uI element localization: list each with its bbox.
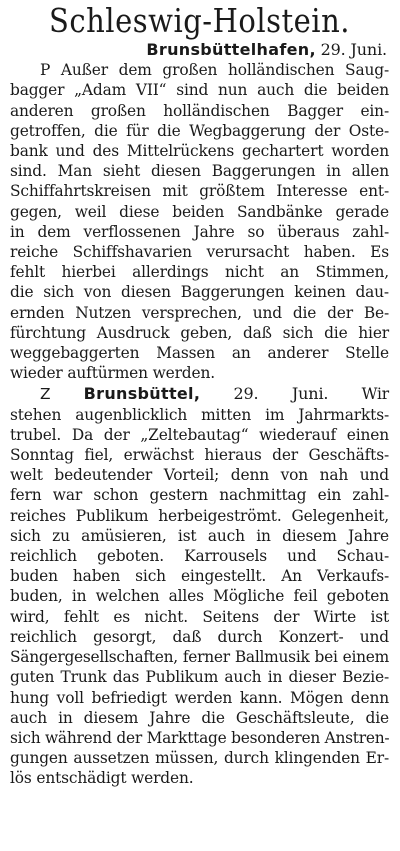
text-line: wird, fehlt es nicht. Seitens der Wirte ist	[10, 607, 389, 626]
text-line: bank und des Mittelrückens gechartert worden	[10, 142, 389, 161]
text-line: trubel. Da der „Zeltebautag“ wiederauf einen	[10, 425, 389, 444]
text-line: ernden Nutzen versprechen, und die der Be-	[10, 303, 389, 322]
article-brunsbuettel	[10, 384, 389, 788]
text-line: wieder auftürmen werden.	[10, 364, 215, 383]
text-line: Schiffahrtskreisen mit größtem Interesse ent-	[10, 182, 389, 201]
text-line: welt bedeutender Vorteil; denn von nah und	[10, 466, 389, 485]
text-line: hung voll befriedigt werden kann. Mögen denn	[10, 688, 389, 707]
text-line: reichlich geboten. Karrousels und Schau-	[10, 547, 389, 566]
text-line: fern war schon gestern nachmittag ein zahl-	[10, 486, 389, 505]
article-dateline	[10, 40, 389, 60]
article-body	[10, 405, 389, 789]
text-line: auch in diesem Jahre die Geschäftsleute, die	[10, 708, 389, 727]
text-line: in dem verflossenen Jahre so überaus zahl-	[10, 222, 389, 241]
text-line: gegen, weil diese beiden Sandbänke gerade	[10, 202, 389, 221]
correspondent-marker: Z	[40, 385, 51, 404]
text-line: sind. Man sieht diesen Baggerungen in allen	[10, 162, 389, 181]
text-line: die sich von diesen Baggerungen keinen dau-	[10, 283, 389, 302]
dateline-place: Brunsbüttelhafen,	[146, 40, 316, 59]
text-line: fürchtung Ausdruck geben, daß sich die hier	[10, 323, 389, 342]
text-line: buden haben sich eingestellt. An Verkaufs-	[10, 567, 389, 586]
dateline-date: 29. Juni.	[233, 384, 329, 404]
text-line: bagger „Adam VII“ sind nun auch die beiden	[10, 81, 389, 100]
text-line: P Außer dem großen holländischen Saug-	[40, 61, 389, 80]
text-line: getroffen, die für die Wegbaggerung der Oste-	[10, 121, 389, 140]
text-line: reiche Schiffshavarien verursacht haben. Es	[10, 243, 389, 262]
text-line: reiches Publikum herbeigeströmt. Gelegenheit,	[10, 506, 389, 525]
text-line: gungen aussetzen müssen, durch klingenden Er-	[10, 749, 389, 768]
dateline-place: Brunsbüttel,	[83, 384, 201, 404]
text-line: fehlt hierbei allerdings nicht an Stimmen,	[10, 263, 389, 282]
text-line: weggebaggerten Massen an anderer Stelle	[10, 344, 389, 363]
text-line: stehen augenblicklich mitten im Jahrmarkts-	[10, 405, 389, 424]
text-line: buden, in welchen alles Mögliche feil geboten	[10, 587, 389, 606]
article-dateline	[10, 384, 389, 404]
text-line: Sonntag fiel, erwächst hieraus der Geschäfts-	[10, 446, 389, 465]
text-line: Sängergesellschaften, ferner Ballmusik bei einem	[10, 648, 389, 667]
text-line: sich zu amüsieren, ist auch in diesem Jahre	[10, 526, 389, 545]
text-fragment: Wir	[361, 385, 389, 404]
text-line: lös entschädigt werden.	[10, 769, 194, 788]
text-line: anderen großen holländischen Bagger ein-	[10, 101, 389, 120]
text-line: guten Trunk das Publikum auch in dieser Bezie-	[10, 668, 389, 687]
article-body	[10, 60, 389, 383]
article-brunsbuettelhafen	[10, 40, 389, 383]
section-title: Schleswig-Holstein.	[49, 1, 350, 41]
text-line: sich während der Markttage besonderen Anstren-	[10, 728, 390, 747]
text-line: reichlich gesorgt, daß durch Konzert- und	[10, 627, 389, 646]
dateline-date: 29. Juni.	[320, 40, 387, 59]
